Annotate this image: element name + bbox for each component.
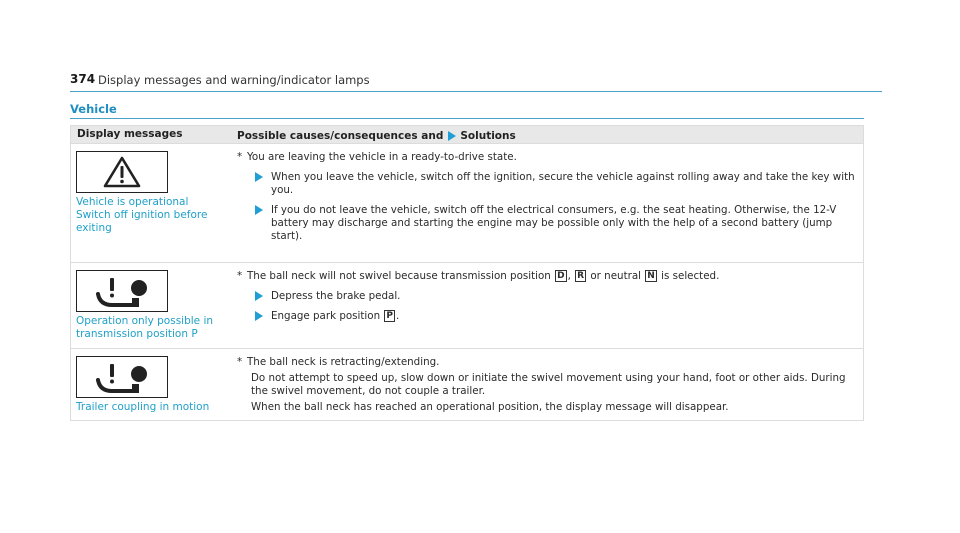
table-header [71, 126, 863, 143]
cause-fragment: or neutral [590, 270, 642, 282]
cause-text [237, 356, 863, 369]
step-arrow-icon [255, 172, 263, 182]
table-row [71, 348, 863, 420]
display-messages-table [70, 125, 864, 421]
solution-fragment: Engage park position [271, 310, 381, 322]
page-header [70, 72, 882, 92]
solution-step-text: If you do not leave the vehicle, switch off the electrical consumers, e.g. the seat heating. Otherwise, the 12-V battery may discharge and starting the engine may be possible only with the help of a second battery (jump start). [271, 204, 837, 242]
message-label-line: exiting [76, 222, 112, 234]
solution-step-text [271, 310, 399, 323]
display-message-cell [71, 144, 229, 262]
message-label-line: transmission position P [76, 328, 198, 340]
display-message-cell [71, 263, 229, 348]
page-number: 374 [70, 72, 96, 86]
cause-text [237, 151, 863, 164]
message-label-line: Vehicle is operational [76, 196, 189, 208]
cause-marker: * [237, 356, 243, 368]
solution-step-text: Depress the brake pedal. [271, 290, 401, 302]
cause-fragment: , [567, 270, 571, 282]
column-header-causes-label: Possible causes/consequences and [237, 130, 444, 142]
solution-step [237, 171, 863, 197]
message-label-line: Operation only possible in [76, 315, 214, 327]
table-row [71, 262, 863, 348]
solution-step [237, 310, 863, 323]
solution-step [237, 290, 863, 303]
message-label-line: Switch off ignition before [76, 209, 208, 221]
cause-marker: * [237, 270, 243, 282]
step-arrow-icon [255, 205, 263, 215]
section-title: Vehicle [70, 102, 117, 116]
step-arrow-icon [255, 291, 263, 301]
cause-fragment: is selected. [661, 270, 720, 282]
column-header-display-messages: Display messages [77, 128, 183, 140]
solution-arrow-icon [448, 131, 456, 141]
consequence-paragraph: Do not attempt to speed up, slow down or initiate the swivel movement using your hand, foot or other aids. During the swivel movement, do not couple a trailer. [251, 372, 846, 397]
cause-description: The ball neck is retracting/extending. [247, 356, 440, 368]
gear-n-icon: N [647, 271, 655, 281]
message-label-line: Trailer coupling in motion [76, 401, 210, 413]
gear-r-icon: R [577, 271, 585, 281]
page-title: Display messages and warning/indicator lamps [98, 73, 370, 87]
gear-p-icon: P [386, 311, 394, 321]
step-arrow-icon [255, 311, 263, 321]
solution-step [237, 204, 863, 243]
column-header-causes [229, 126, 863, 143]
consequence-paragraph: When the ball neck has reached an operational position, the display message will disappear. [251, 401, 729, 413]
causes-solutions-cell [229, 144, 863, 262]
table-row [71, 143, 863, 262]
ball-neck-icon [76, 356, 168, 398]
cause-description [247, 270, 719, 283]
cause-fragment: The ball neck will not swivel because transmission position [247, 270, 551, 282]
gear-d-icon: D [557, 271, 565, 281]
ball-neck-icon [76, 270, 168, 312]
cause-description: You are leaving the vehicle in a ready-to-drive state. [247, 151, 517, 163]
cause-marker: * [237, 151, 243, 163]
warning-triangle-icon [76, 151, 168, 193]
causes-solutions-cell [229, 349, 863, 420]
causes-solutions-cell [229, 263, 863, 348]
solution-step-text: When you leave the vehicle, switch off the ignition, secure the vehicle against rolling away and take the key with you. [271, 171, 855, 196]
display-message-cell [71, 349, 229, 420]
column-header-solutions-label: Solutions [460, 130, 516, 142]
section-divider [70, 118, 864, 119]
cause-text [237, 270, 863, 283]
solution-fragment: . [396, 310, 400, 322]
